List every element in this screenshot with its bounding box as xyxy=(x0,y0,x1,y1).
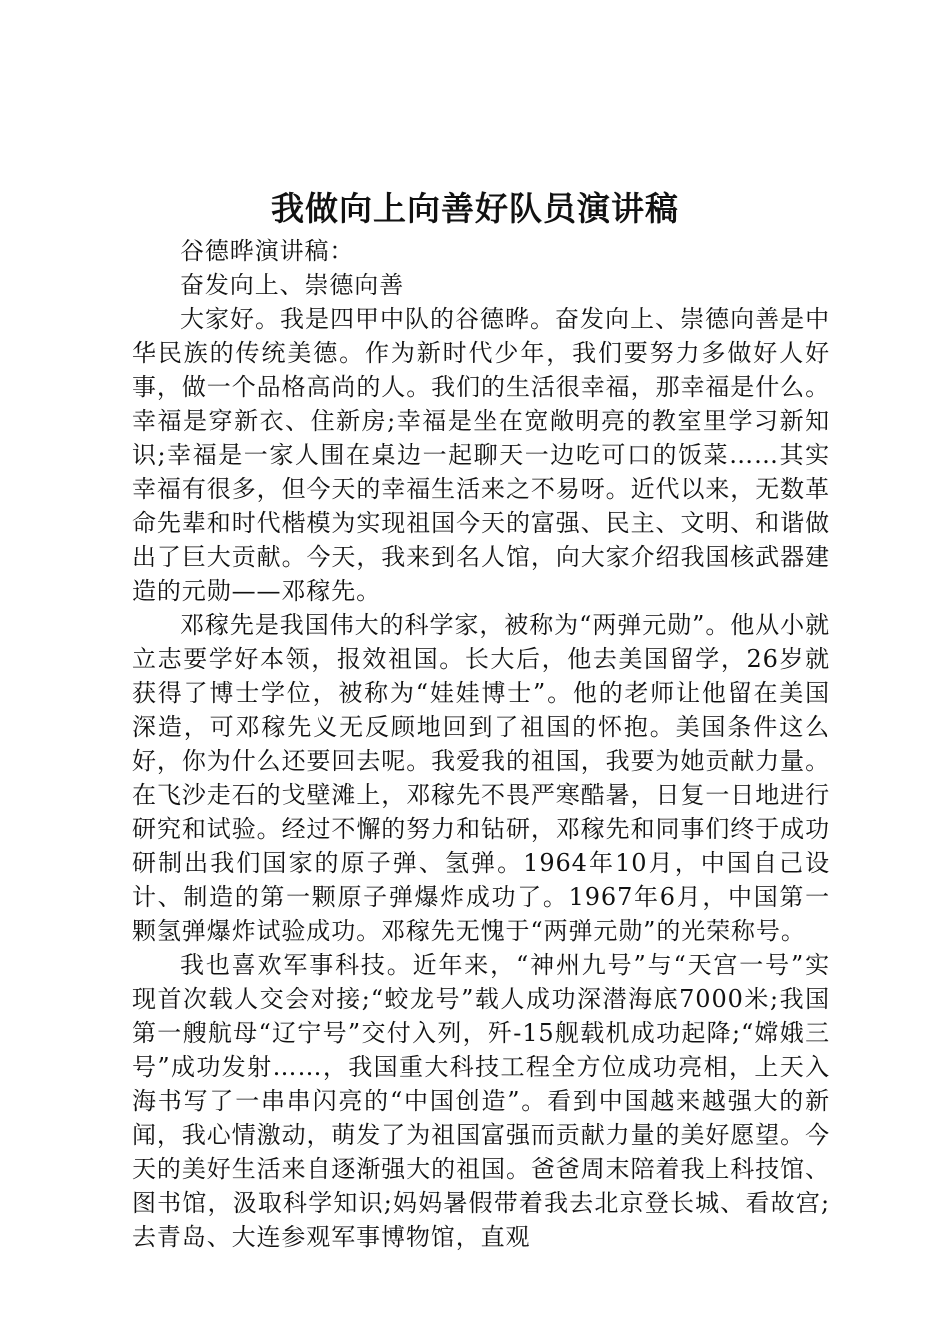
speaker-line: 谷德晔演讲稿： xyxy=(180,237,355,265)
body-paragraph: 大家好。我是四甲中队的谷德晔。奋发向上、崇德向善是中华民族的传统美德。作为新时代少年，我们要努力多做好人好事，做一个品格高尚的人。我们的生活很幸福，那幸福是什么。幸福是穿新衣、住新房;幸福是坐在宽敞明亮的教室里学习新知识;幸福是一家人围在桌边一起聊天一边吃可口的饭菜……其实幸福有很多，但今天的幸福生活来之不易呀。近代以来，无数革命先辈和时代楷模为实现祖国今天的富强、民主、文明、和谐做出了巨大贡献。今天，我来到名人馆，向大家介绍我国核武器建造的元勋——邓稼先。 xyxy=(132,305,830,605)
document-body xyxy=(132,234,830,1254)
document-title: 我做向上向善好队员演讲稿 xyxy=(271,189,679,228)
body-paragraph: 邓稼先是我国伟大的科学家，被称为“两弹元勋”。他从小就立志要学好本领，报效祖国。长大后，他去美国留学，26岁就获得了博士学位，被称为“娃娃博士”。他的老师让他留在美国深造，可邓稼先义无反顾地回到了祖国的怀抱。美国条件这么好，你为什么还要回去呢。我爱我的祖国，我要为她贡献力量。在飞沙走石的戈壁滩上，邓稼先不畏严寒酷暑，日复一日地进行研究和试验。经过不懈的努力和钻研，邓稼先和同事们终于成功研制出我们国家的原子弹、氢弹。1964年10月，中国自己设计、制造的第一颗原子弹爆炸成功了。1967年6月，中国第一颗氢弹爆炸试验成功。邓稼先无愧于“两弹元勋”的光荣称号。 xyxy=(132,611,830,945)
body-paragraph: 我也喜欢军事科技。近年来，“神州九号”与“天宫一号”实现首次载人交会对接;“蛟龙号”载人成功深潜海底7000米;我国第一艘航母“辽宁号”交付入列，歼-15舰载机成功起降;“嫦娥三号”成功发射……，我国重大科技工程全方位成功亮相，上天入海书写了一串串闪亮的“中国创造”。看到中国越来越强大的新闻，我心情激动，萌发了为祖国富强而贡献力量的美好愿望。今天的美好生活来自逐渐强大的祖国。爸爸周末陪着我上科技馆、图书馆，汲取科学知识;妈妈暑假带着我去北京登长城、看故宫;去青岛、大连参观军事博物馆，直观 xyxy=(132,951,830,1251)
speech-subtitle: 奋发向上、崇德向善 xyxy=(180,271,405,299)
